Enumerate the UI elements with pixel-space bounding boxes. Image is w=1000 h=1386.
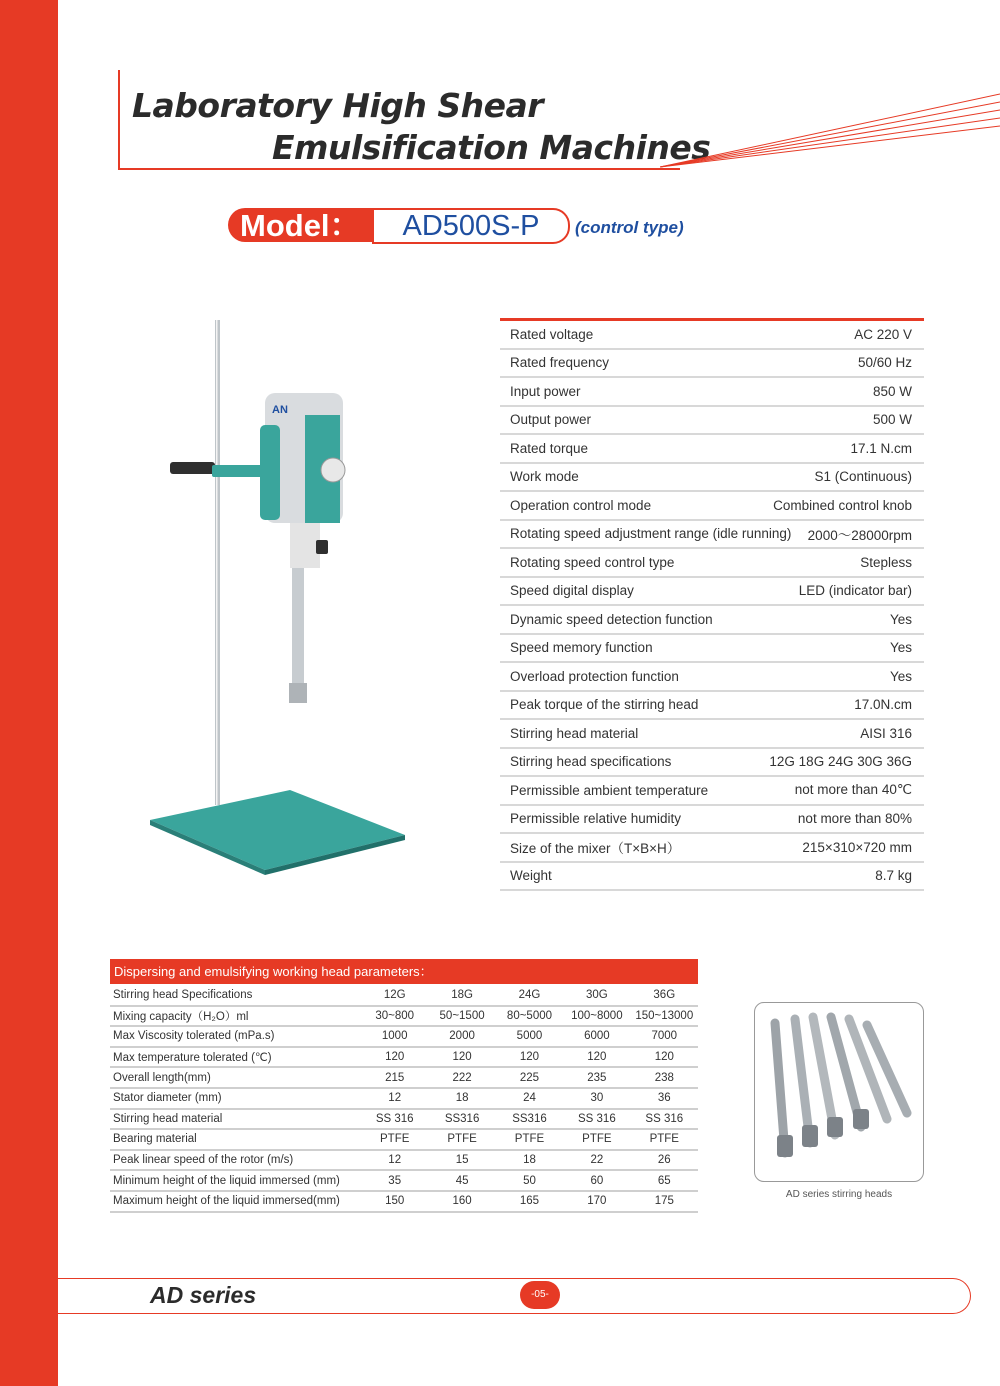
param-label: Mixing capacity（H₂O）ml [110, 1006, 361, 1027]
param-value: 100~8000 [563, 1006, 630, 1027]
spec-row [500, 464, 924, 493]
model-number: AD500S-P [402, 210, 540, 242]
table-row [110, 1067, 698, 1088]
param-value: 235 [563, 1067, 630, 1088]
spec-value: S1 (Continuous) [814, 469, 912, 485]
table-row [110, 1150, 698, 1171]
page-title-line-1: Laboratory High Shear [132, 86, 544, 125]
param-value: 1000 [361, 1026, 428, 1047]
spec-row [500, 549, 924, 578]
spec-label: Dynamic speed detection function [510, 611, 713, 627]
spec-row [500, 692, 924, 721]
param-value: SS316 [428, 1109, 495, 1130]
spec-row [500, 863, 924, 892]
spec-value: 2000～28000rpm [807, 527, 912, 543]
spec-table [500, 318, 924, 891]
spec-value: not more than 80% [797, 811, 912, 827]
homogenizer-product-image [140, 315, 420, 875]
param-label: Stirring head Specifications [110, 986, 361, 1006]
spec-row [500, 578, 924, 607]
table-row [110, 1088, 698, 1109]
footer-series-title: AD series [150, 1282, 257, 1308]
param-value: 12 [361, 1088, 428, 1109]
spec-value: 12G 18G 24G 30G 36G [769, 754, 912, 770]
param-value: 120 [631, 1047, 698, 1068]
spec-label: Overload protection function [510, 668, 679, 684]
spec-label: Permissible ambient temperature [510, 782, 709, 798]
clamp-knob [170, 462, 215, 474]
param-value: 7000 [631, 1026, 698, 1047]
param-label: Peak linear speed of the rotor (m/s) [110, 1150, 361, 1171]
param-value: 24 [496, 1088, 563, 1109]
param-value: PTFE [496, 1129, 563, 1150]
spec-row [500, 492, 924, 521]
param-label: Stator diameter (mm) [110, 1088, 361, 1109]
param-value: 6000 [563, 1026, 630, 1047]
spec-row [500, 720, 924, 749]
table-row [110, 1006, 698, 1027]
param-value: PTFE [361, 1129, 428, 1150]
spec-row [500, 521, 924, 550]
spec-value: Combined control knob [773, 497, 912, 513]
param-value: 18 [496, 1150, 563, 1171]
param-value: 45 [428, 1170, 495, 1191]
param-value: 36 [631, 1088, 698, 1109]
spec-label: Operation control mode [510, 497, 652, 513]
red-sidebar [0, 0, 58, 1386]
param-value: PTFE [428, 1129, 495, 1150]
motor-neck [290, 523, 320, 568]
param-value: 30 [563, 1088, 630, 1109]
param-label: Bearing material [110, 1129, 361, 1150]
spec-row [500, 321, 924, 350]
model-type: (control type) [575, 218, 684, 237]
spec-row [500, 606, 924, 635]
spec-value: Yes [889, 640, 912, 656]
spec-row [500, 806, 924, 835]
spec-label: Speed memory function [510, 640, 653, 656]
spec-label: Rotating speed control type [510, 554, 675, 570]
spec-value: AISI 316 [860, 725, 912, 741]
spec-label: Stirring head specifications [510, 754, 672, 770]
spec-row [500, 777, 924, 806]
spec-row [500, 435, 924, 464]
spec-row [500, 407, 924, 436]
spec-value: Yes [889, 611, 912, 627]
param-value: 50~1500 [428, 1006, 495, 1027]
param-value: SS 316 [631, 1109, 698, 1130]
param-value: 22 [563, 1150, 630, 1171]
stirring-heads-photo [754, 1002, 924, 1182]
page-number-badge: -05- [520, 1281, 560, 1309]
param-label: Overall length(mm) [110, 1067, 361, 1088]
title-decorative-lines [660, 92, 1000, 172]
param-value: 150 [361, 1191, 428, 1212]
param-value: 222 [428, 1067, 495, 1088]
stirring-heads-illustration [755, 1003, 923, 1181]
table-row [110, 1191, 698, 1212]
param-value: 60 [563, 1170, 630, 1191]
param-value: 2000 [428, 1026, 495, 1047]
param-value: 26 [631, 1150, 698, 1171]
spec-value: Stepless [860, 554, 912, 570]
param-value: 238 [631, 1067, 698, 1088]
page-title-line-2: Emulsification Machines [272, 128, 711, 167]
spec-value: 50/60 Hz [857, 355, 912, 371]
spec-value: 8.7 kg [875, 868, 912, 884]
param-value: SS 316 [563, 1109, 630, 1130]
model-label: Model： [240, 208, 361, 243]
param-value: 30G [563, 986, 630, 1006]
spec-label: Weight [510, 868, 552, 884]
spec-value: LED (indicator bar) [798, 583, 912, 599]
spec-row [500, 834, 924, 863]
stirring-heads-caption: AD series stirring heads [785, 1189, 893, 1200]
table-row [110, 1047, 698, 1068]
spec-label: Rated frequency [510, 355, 610, 371]
param-value: 24G [496, 986, 563, 1006]
param-label: Minimum height of the liquid immersed (mm) [110, 1170, 361, 1191]
spec-label: Permissible relative humidity [510, 811, 682, 827]
spec-value: not more than 40℃ [794, 782, 912, 798]
param-value: 12 [361, 1150, 428, 1171]
spec-value: 17.0N.cm [854, 697, 912, 713]
spec-row [500, 663, 924, 692]
param-label: Max Viscosity tolerated (mPa.s) [110, 1026, 361, 1047]
spec-value: Yes [889, 668, 912, 684]
spec-row [500, 378, 924, 407]
params-table [110, 986, 698, 1213]
table-row [110, 986, 698, 1006]
dispersing-shaft [292, 568, 304, 688]
table-row [110, 1170, 698, 1191]
param-value: 12G [361, 986, 428, 1006]
param-value: 18G [428, 986, 495, 1006]
param-value: 65 [631, 1170, 698, 1191]
param-value: 120 [496, 1047, 563, 1068]
spec-label: Speed digital display [510, 583, 634, 599]
params-table-title: Dispersing and emulsifying working head parameters： [110, 959, 698, 984]
spec-value: 500 W [872, 412, 912, 428]
spec-row [500, 635, 924, 664]
param-value: 30~800 [361, 1006, 428, 1027]
param-value: PTFE [631, 1129, 698, 1150]
param-value: 165 [496, 1191, 563, 1212]
param-value: PTFE [563, 1129, 630, 1150]
spec-row [500, 749, 924, 778]
spec-value: AC 220 V [854, 326, 912, 342]
param-value: 170 [563, 1191, 630, 1212]
spec-value: 850 W [872, 383, 912, 399]
param-value: 50 [496, 1170, 563, 1191]
param-value: 35 [361, 1170, 428, 1191]
spec-label: Rated torque [510, 440, 589, 456]
param-value: 120 [361, 1047, 428, 1068]
param-value: 80~5000 [496, 1006, 563, 1027]
param-value: 120 [563, 1047, 630, 1068]
param-value: 36G [631, 986, 698, 1006]
teal-base-plate [150, 790, 405, 870]
spec-label: Stirring head material [510, 725, 639, 741]
table-row [110, 1129, 698, 1150]
speed-knob [321, 458, 345, 482]
spec-label: Work mode [510, 469, 579, 485]
param-label: Max temperature tolerated (℃) [110, 1047, 361, 1068]
param-value: 160 [428, 1191, 495, 1212]
param-value: SS 316 [361, 1109, 428, 1130]
param-value: 215 [361, 1067, 428, 1088]
param-value: 120 [428, 1047, 495, 1068]
spec-label: Rated voltage [510, 326, 594, 342]
table-row [110, 1026, 698, 1047]
param-value: 150~13000 [631, 1006, 698, 1027]
stirring-head-tip [289, 683, 307, 703]
param-value: 15 [428, 1150, 495, 1171]
param-value: 175 [631, 1191, 698, 1212]
spec-label: Rotating speed adjustment range (idle running) [510, 526, 792, 542]
param-value: 5000 [496, 1026, 563, 1047]
param-value: 225 [496, 1067, 563, 1088]
table-row [110, 1109, 698, 1130]
spec-label: Peak torque of the stirring head [510, 697, 699, 713]
param-value: 18 [428, 1088, 495, 1109]
spec-value: 17.1 N.cm [850, 440, 912, 456]
spec-label: Input power [510, 383, 581, 399]
spec-value: 215×310×720 mm [802, 839, 912, 855]
spec-label: Output power [510, 412, 592, 428]
spec-label: Size of the mixer（T×B×H） [510, 841, 681, 857]
brand-logo: AN [272, 404, 288, 416]
spec-row [500, 350, 924, 379]
param-value: SS316 [496, 1109, 563, 1130]
param-label: Stirring head material [110, 1109, 361, 1130]
param-label: Maximum height of the liquid immersed(mm) [110, 1191, 361, 1212]
